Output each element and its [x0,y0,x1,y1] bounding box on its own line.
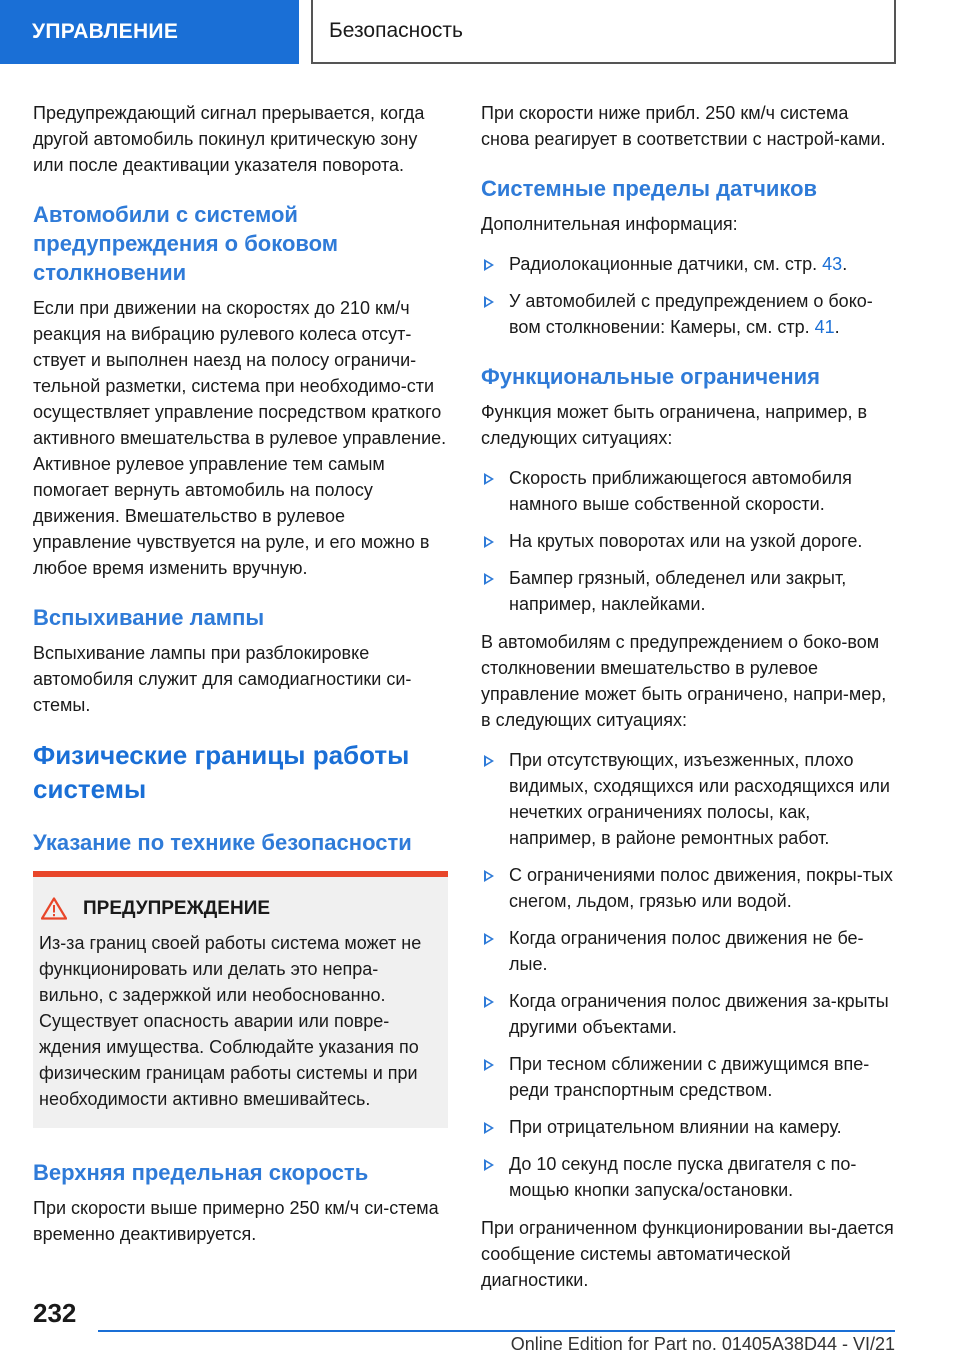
list-item: Бампер грязный, обледенел или закрыт, например, наклейками. [481,565,895,617]
list-item: Скорость приближающегося автомобиля намного выше собственной скорости. [481,465,895,517]
warning-triangle-icon [41,897,67,920]
sensor-list [481,251,895,340]
intro-paragraph: Предупреждающий сигнал прерывается, когда другой автомобиль покинул критическую зону или после деактивации указателя поворота. [33,103,425,175]
list-item: Радиолокационные датчики, см. стр. 43. [481,251,895,277]
warning-header [39,897,438,920]
bullet-triangle-icon [484,996,494,1008]
list-item: С ограничениями полос движения, покры-тых снегом, льдом, грязью или водой. [481,862,895,914]
bullet-triangle-icon [484,1122,494,1134]
bullet-triangle-icon [484,296,494,308]
chapter-tab [311,0,896,64]
heading-safety-note: Указание по технике безопасности [33,830,412,855]
list-item: Когда ограничения полос движения не бе-лые. [481,925,895,977]
bullet-triangle-icon [484,1059,494,1071]
heading-flash: Вспыхивание лампы [33,605,265,630]
warning-title: ПРЕДУПРЕЖДЕНИЕ [83,897,271,919]
warning-text: Из-за границ своей работы система может не функционировать или делать это непра-вильно, с задержкой или необоснованно. Существует опасность аварии или повре-ждения имущества. Соблюдайте указания по физическим границам работы системы и при необходимости активно вмешивайтесь. [39,933,422,1109]
steering-limits-paragraph: В автомобилям с предупреждением о боко-вом столкновении вмешательство в рулевое управление может быть ограничено, напри-мер, в следующих ситуациях: [481,632,887,730]
heading-functional-limits: Функциональные ограничения [481,364,820,389]
footer-edition: Online Edition for Part no. 01405A38D44 - VI/21 [510,1334,895,1354]
bullet-triangle-icon [484,259,494,271]
upper-speed-paragraph: При скорости выше примерно 250 км/ч си-стема временно деактивируется. [33,1198,439,1244]
lane-assist-paragraph: Если при движении на скоростях до 210 км/ч реакция на вибрацию рулевого колеса отсут-ствует и выполнен наезд на полосу ограничи-тельной разметки, система при необходимо-сти осуществляет управление посредством краткого активного вмешательства в рулевое управление. Активное рулевое управление тем самым помогает вернуть автомобиль на полосу движения. Вмешательство в рулевое управление чувствуется на руле, и его можно в любое время изменить вручную. [33,298,447,578]
heading-lane-assist: Автомобили с системой предупреждения о боковом столкновении [33,202,339,285]
page-link-43[interactable]: 43 [822,254,843,274]
section-title: УПРАВЛЕНИЕ [32,20,179,43]
bullet-triangle-icon [484,1159,494,1171]
bullet-triangle-icon [484,573,494,585]
flash-paragraph: Вспыхивание лампы при разблокировке автомобиля служит для самодиагностики си-стемы. [33,643,412,715]
list-item: При тесном сближении с движущимся впе-реди транспортным средством. [481,1051,895,1103]
heading-upper-speed: Верхняя предельная скорость [33,1160,369,1185]
right-column [481,100,895,1307]
heading-sensor-limits: Системные пределы датчиков [481,176,818,201]
sensor-info-paragraph: Дополнительная информация: [481,214,738,234]
list-item: При отрицательном влиянии на камеру. [481,1114,895,1140]
bullet-triangle-icon [484,473,494,485]
list-item: На крутых поворотах или на узкой дороге. [481,528,895,554]
bullet-triangle-icon [484,536,494,548]
list-item: Когда ограничения полос движения за-крыты другими объектами. [481,988,895,1040]
page-number: 232 [33,1298,77,1328]
final-paragraph: При ограниченном функционировании вы-дается сообщение системы автоматической диагностики. [481,1218,894,1290]
functional-limits-list [481,465,895,617]
footer-divider [98,1330,895,1332]
list-item: До 10 секунд после пуска двигателя с по-мощью кнопки запуска/остановки. [481,1151,895,1203]
left-column [33,100,448,1261]
heading-system-limits: Физические границы работы системы [33,740,410,804]
list-item: При отсутствующих, изъезженных, плохо видимых, сходящихся или расходящихся или нечетких ограничениях полосы, как, например, в районе ремонтных работ. [481,747,895,851]
low-speed-paragraph: При скорости ниже прибл. 250 км/ч система снова реагирует в соответствии с настрой-ками. [481,103,886,149]
bullet-triangle-icon [484,755,494,767]
warning-box [33,871,448,1128]
section-tab [0,0,299,64]
bullet-triangle-icon [484,870,494,882]
page-link-41[interactable]: 41 [814,317,835,337]
steering-limits-list [481,747,895,1203]
functional-limits-paragraph: Функция может быть ограничена, например, в следующих ситуациях: [481,402,868,448]
chapter-title: Безопасность [329,19,463,42]
list-item: У автомобилей с предупреждением о боко-вом столкновении: Камеры, см. стр. 41. [481,288,895,340]
bullet-triangle-icon [484,933,494,945]
